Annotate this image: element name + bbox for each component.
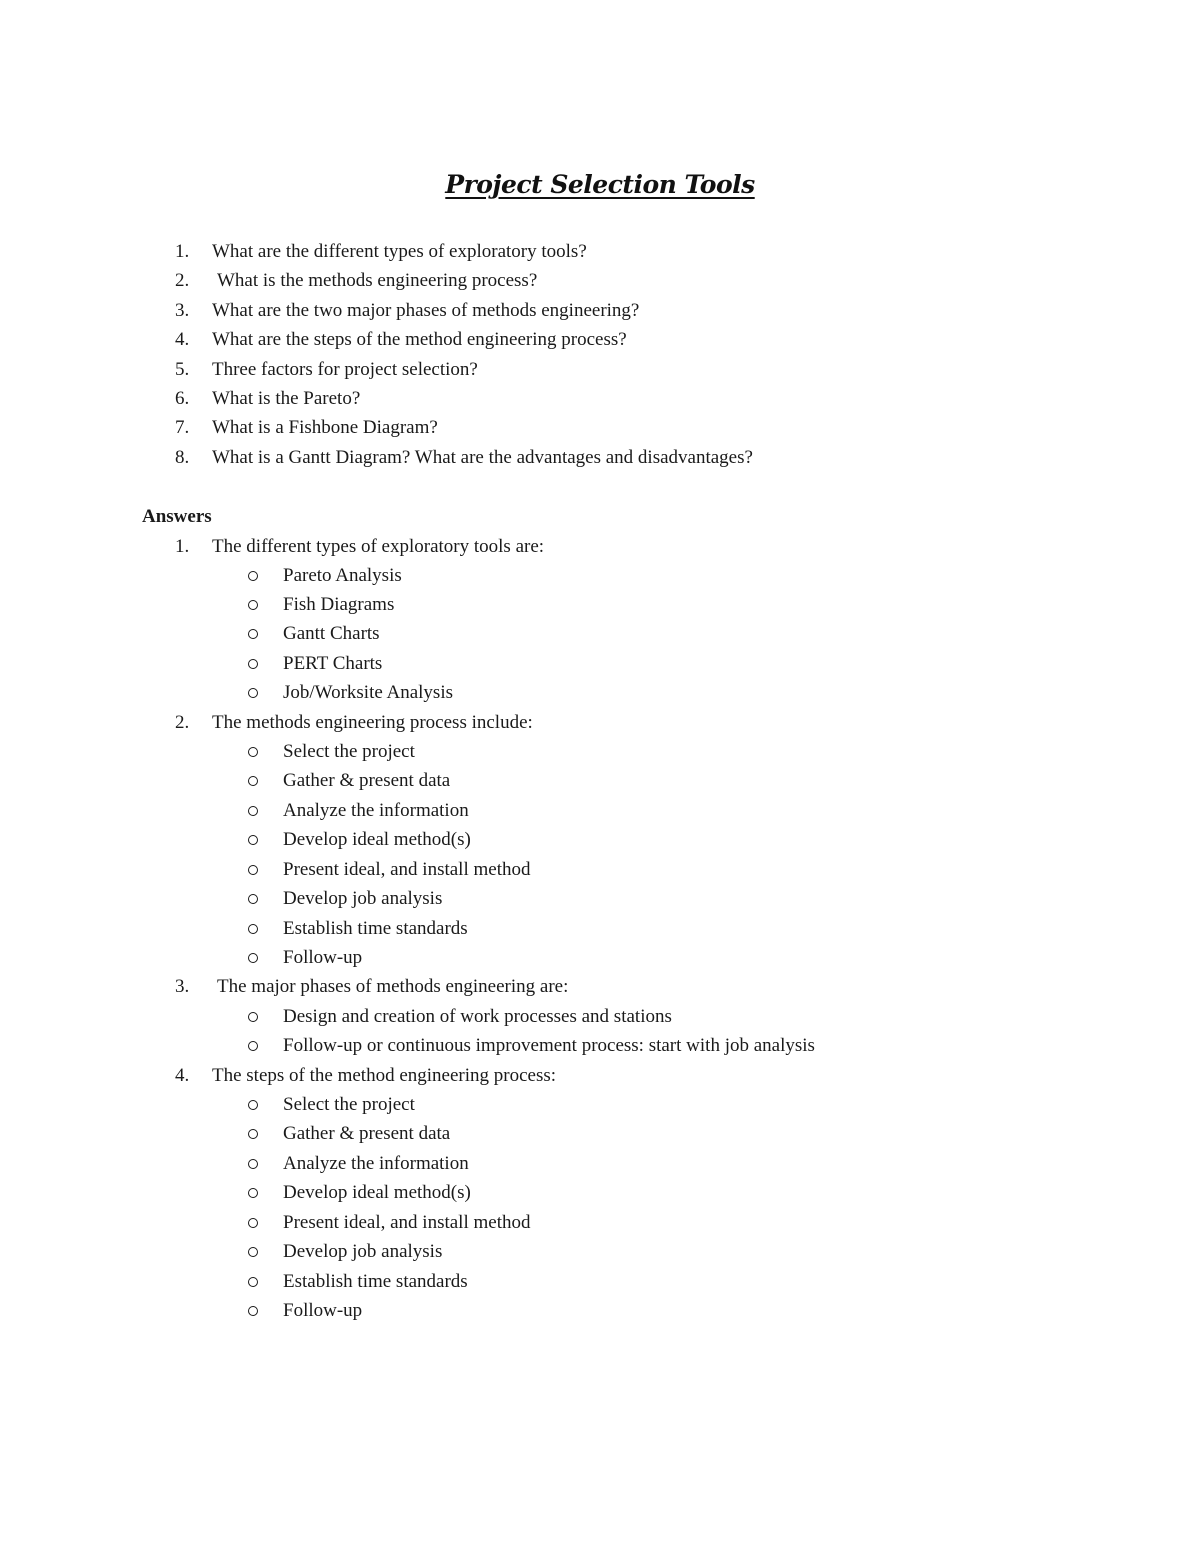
question-text: What are the different types of exploratory tools? (212, 241, 587, 262)
question-text: What is a Fishbone Diagram? (212, 417, 438, 438)
bullet-text: Follow-up or continuous improvement process: start with job analysis (283, 1035, 815, 1056)
bullet-text: Design and creation of work processes and stations (283, 1006, 672, 1027)
question-text: What is the Pareto? (212, 388, 361, 409)
bullet-text: Develop ideal method(s) (283, 829, 471, 850)
bullet-text: Present ideal, and install method (283, 1212, 531, 1233)
bullet-text: Gantt Charts (283, 623, 380, 644)
hollow-circle-bullet-icon (248, 688, 258, 698)
hollow-circle-bullet-icon (248, 1218, 258, 1228)
bullet-text: Develop ideal method(s) (283, 1182, 471, 1203)
bullet-text: Establish time standards (283, 918, 468, 939)
answer-text: The methods engineering process include: (212, 712, 533, 733)
question-number: 7. (175, 417, 190, 438)
bullet-text: Present ideal, and install method (283, 859, 531, 880)
answer-text: The different types of exploratory tools are: (212, 536, 545, 557)
hollow-circle-bullet-icon (248, 1100, 258, 1110)
answer-number: 3. (175, 976, 190, 997)
hollow-circle-bullet-icon (248, 1012, 258, 1022)
hollow-circle-bullet-icon (248, 629, 258, 639)
hollow-circle-bullet-icon (248, 1129, 258, 1139)
bullet-text: Analyze the information (283, 800, 469, 821)
question-number: 1. (175, 241, 190, 262)
hollow-circle-bullet-icon (248, 747, 258, 757)
question-number: 8. (175, 447, 190, 468)
hollow-circle-bullet-icon (248, 924, 258, 934)
hollow-circle-bullet-icon (248, 835, 258, 845)
hollow-circle-bullet-icon (248, 806, 258, 816)
question-text: What are the steps of the method engineering process? (212, 329, 627, 350)
bullet-text: Pareto Analysis (283, 565, 402, 586)
answers-heading: Answers (142, 506, 212, 527)
answer-number: 2. (175, 712, 190, 733)
hollow-circle-bullet-icon (248, 1041, 258, 1051)
bullet-text: Develop job analysis (283, 888, 443, 909)
hollow-circle-bullet-icon (248, 659, 258, 669)
bullet-text: Analyze the information (283, 1153, 469, 1174)
bullet-text: Follow-up (283, 1300, 363, 1321)
question-number: 2. (175, 270, 190, 291)
bullet-text: Fish Diagrams (283, 594, 395, 615)
answer-text: The major phases of methods engineering are: (217, 976, 569, 997)
bullet-text: Gather & present data (283, 770, 451, 791)
hollow-circle-bullet-icon (248, 953, 258, 963)
hollow-circle-bullet-icon (248, 1247, 258, 1257)
bullet-text: Develop job analysis (283, 1241, 443, 1262)
hollow-circle-bullet-icon (248, 865, 258, 875)
question-text: What are the two major phases of methods engineering? (212, 300, 640, 321)
bullet-text: Follow-up (283, 947, 363, 968)
bullet-text: Select the project (283, 1094, 415, 1115)
answer-number: 1. (175, 536, 190, 557)
bullet-text: Establish time standards (283, 1271, 468, 1292)
question-number: 4. (175, 329, 190, 350)
hollow-circle-bullet-icon (248, 894, 258, 904)
hollow-circle-bullet-icon (248, 600, 258, 610)
answer-number: 4. (175, 1065, 190, 1086)
answer-text: The steps of the method engineering process: (212, 1065, 557, 1086)
bullet-text: Select the project (283, 741, 415, 762)
hollow-circle-bullet-icon (248, 571, 258, 581)
bullet-text: PERT Charts (283, 653, 383, 674)
bullet-text: Gather & present data (283, 1123, 451, 1144)
hollow-circle-bullet-icon (248, 1306, 258, 1316)
hollow-circle-bullet-icon (248, 1159, 258, 1169)
bullet-text: Job/Worksite Analysis (283, 682, 453, 703)
question-number: 6. (175, 388, 190, 409)
question-text: Three factors for project selection? (212, 359, 478, 380)
question-text: What is the methods engineering process? (217, 270, 538, 291)
question-text: What is a Gantt Diagram? What are the advantages and disadvantages? (212, 447, 753, 468)
page-title: Project Selection Tools (445, 170, 755, 199)
question-number: 3. (175, 300, 190, 321)
hollow-circle-bullet-icon (248, 1188, 258, 1198)
hollow-circle-bullet-icon (248, 1277, 258, 1287)
hollow-circle-bullet-icon (248, 776, 258, 786)
question-number: 5. (175, 359, 190, 380)
